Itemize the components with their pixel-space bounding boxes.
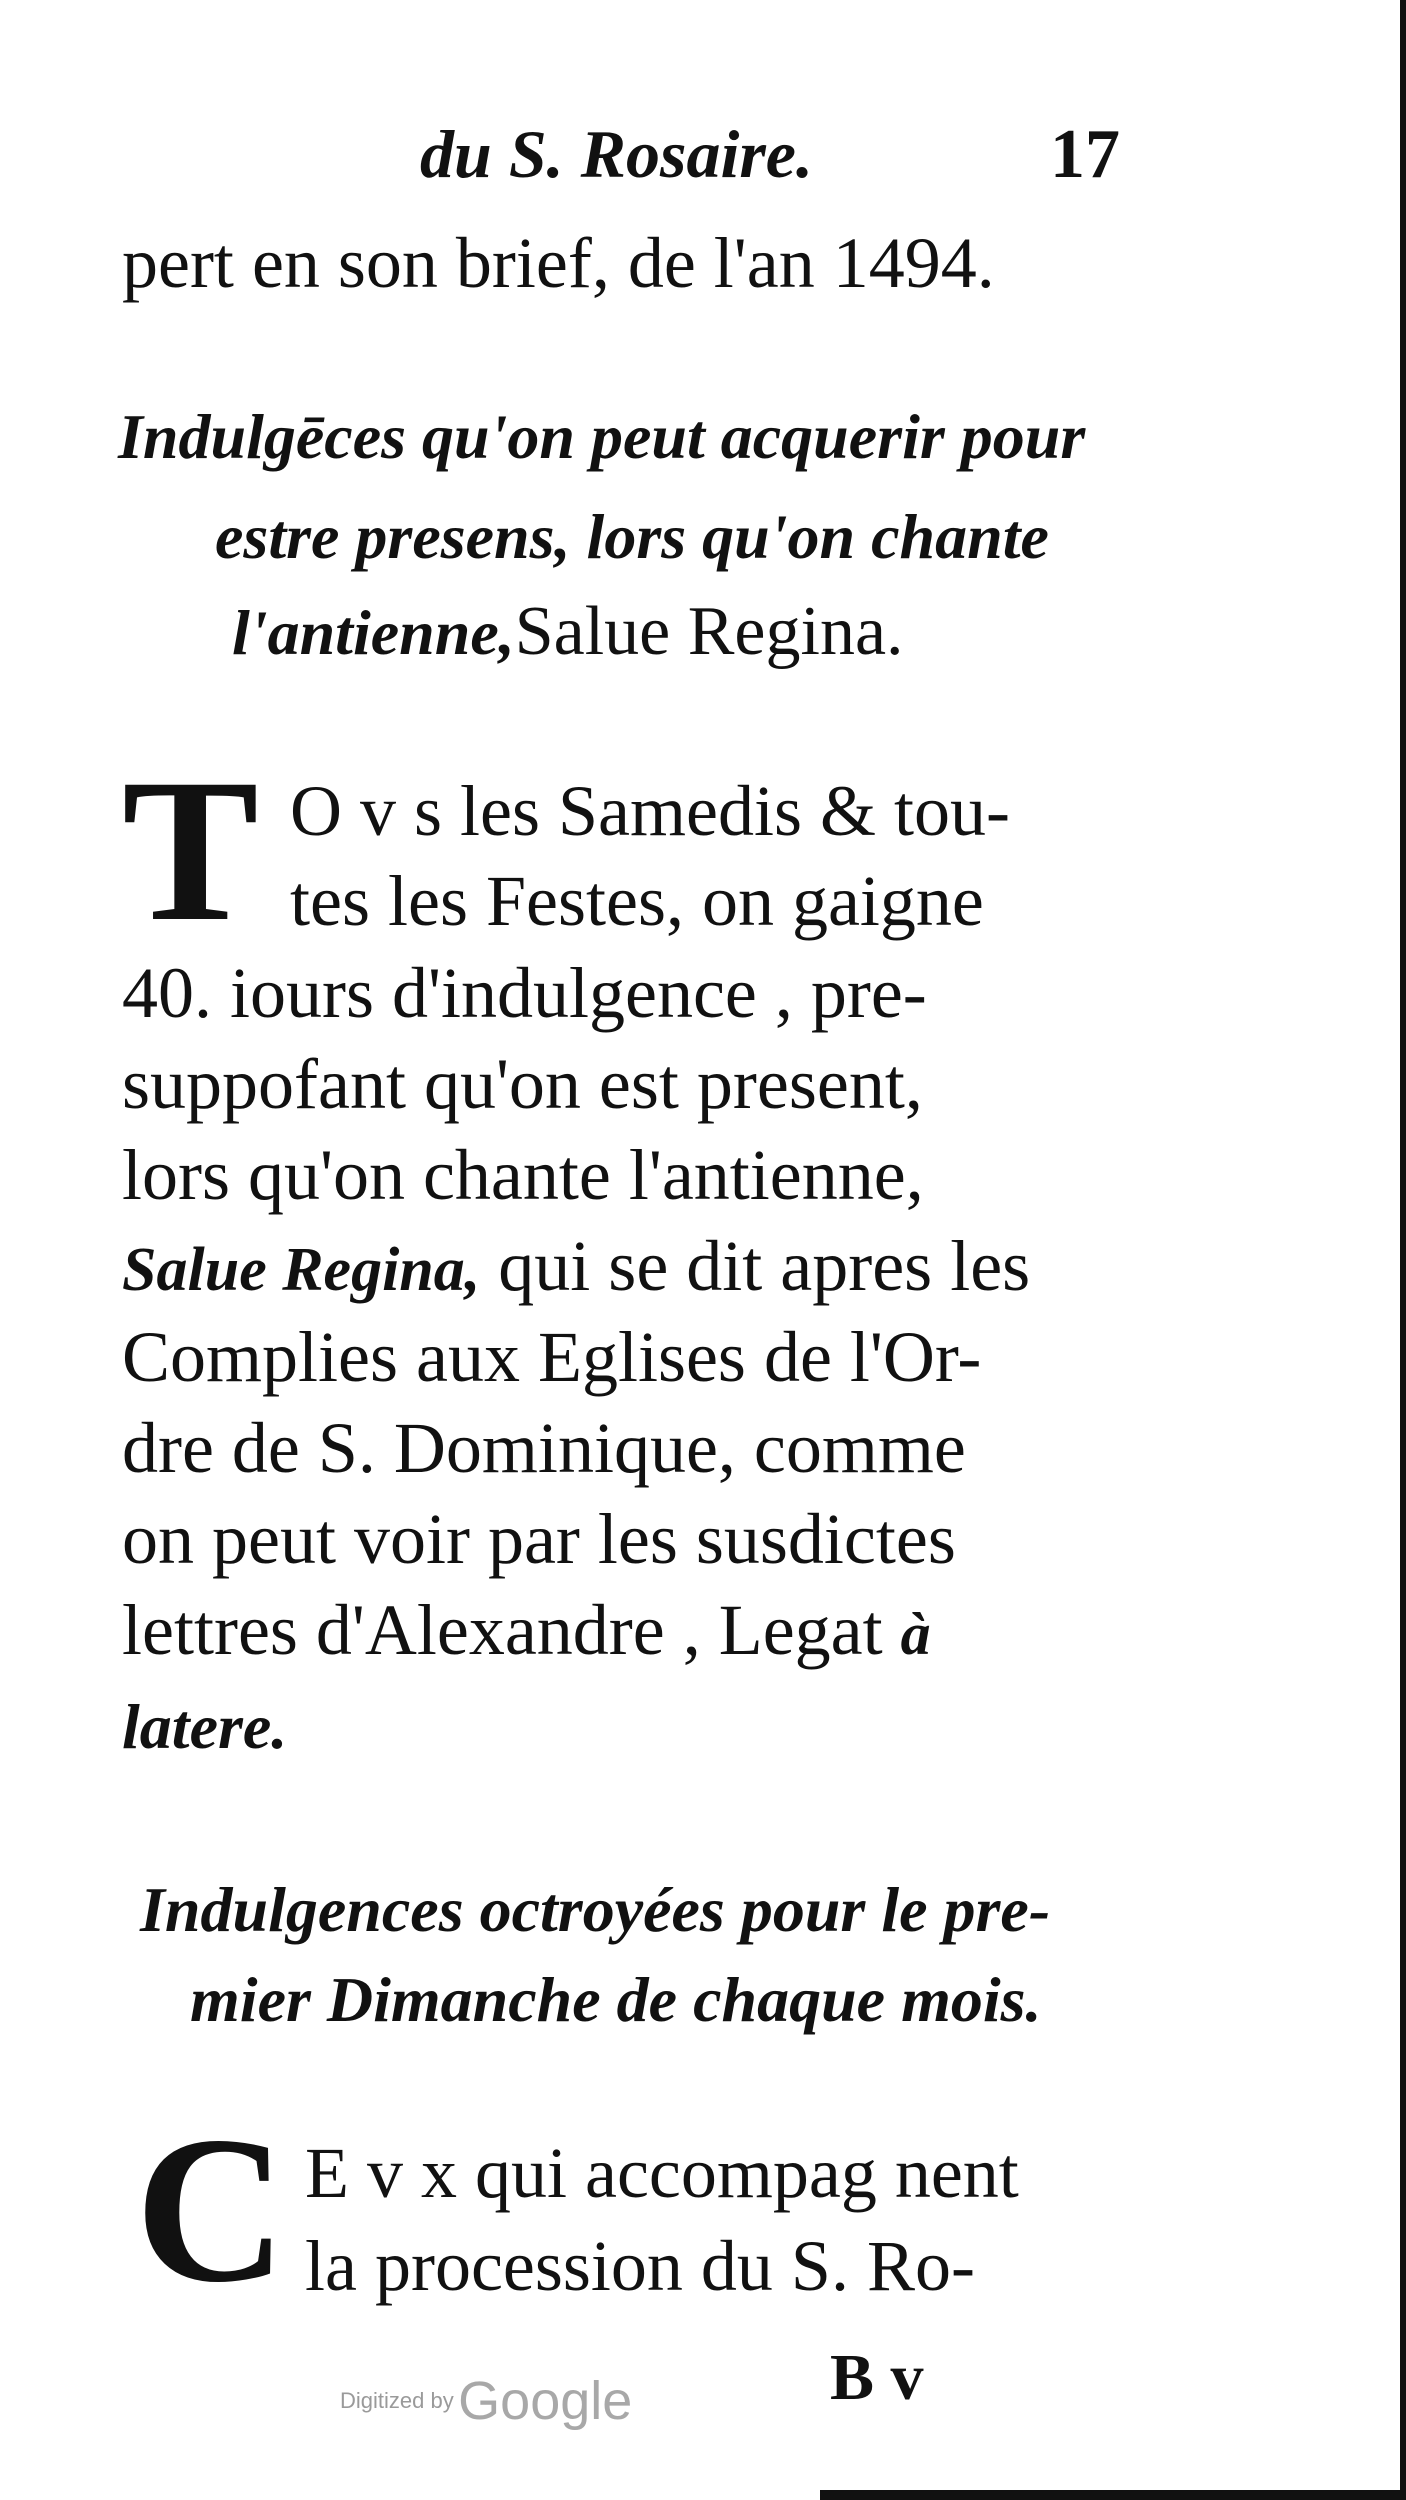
drop-cap-letter: C: [135, 2094, 287, 2326]
text-line: E v x qui accompag nent: [305, 2133, 1019, 2213]
text-line: lors qu'on chante l'antienne,: [122, 1135, 924, 1215]
page-edge-shadow: [1400, 0, 1406, 2500]
section-heading-line: [232, 592, 904, 672]
page-bottom-shadow: [820, 2490, 1406, 2500]
text-line: tes les Festes, on gaigne: [290, 861, 984, 941]
italic-phrase: Salue Regina,: [122, 1236, 481, 1304]
text-line: O v s les Samedis & tou-: [290, 771, 1010, 851]
watermark-brand: Google: [458, 2371, 633, 2431]
text-line: [122, 1225, 1030, 1308]
catchword: B v: [830, 2341, 924, 2414]
page-number: 17: [1050, 116, 1120, 193]
text-line: Complies aux Eglises de l'Or-: [122, 1317, 982, 1397]
text-line: suppofant qu'on est present,: [122, 1044, 923, 1124]
section-heading-line: Indulgēces qu'on peut acquerir pour: [118, 401, 1086, 472]
text-line-rest: qui se dit apres les: [498, 1226, 1031, 1306]
text-line: la procession du S. Ro-: [305, 2226, 975, 2306]
carry-over-line: pert en son brief, de l'an 1494.: [122, 223, 995, 303]
drop-cap-letter: T: [122, 737, 259, 964]
text-line: on peut voir par les susdictes: [122, 1499, 956, 1579]
section-heading-line: mier Dimanche de chaque mois.: [190, 1964, 1042, 2035]
section-heading-line: estre presens, lors qu'on chante: [215, 501, 1049, 572]
italic-word: à: [900, 1601, 931, 1667]
text-line-italic: latere.: [122, 1691, 288, 1762]
text-line-main: lettres d'Alexandre , Legat: [122, 1590, 883, 1670]
digitization-watermark: [340, 2370, 632, 2432]
text-line: 40. iours d'indulgence , pre-: [122, 953, 927, 1033]
text-line: [122, 1589, 931, 1672]
heading-roman-part: Salue Regina.: [514, 593, 904, 670]
running-head: du S. Rosaire.: [420, 116, 813, 192]
text-line: dre de S. Dominique, comme: [122, 1408, 966, 1488]
section-heading-line: Indulgences octroyées pour le pre-: [140, 1874, 1051, 1945]
heading-italic-part: l'antienne,: [232, 597, 515, 668]
watermark-prefix: Digitized by: [340, 2388, 454, 2413]
